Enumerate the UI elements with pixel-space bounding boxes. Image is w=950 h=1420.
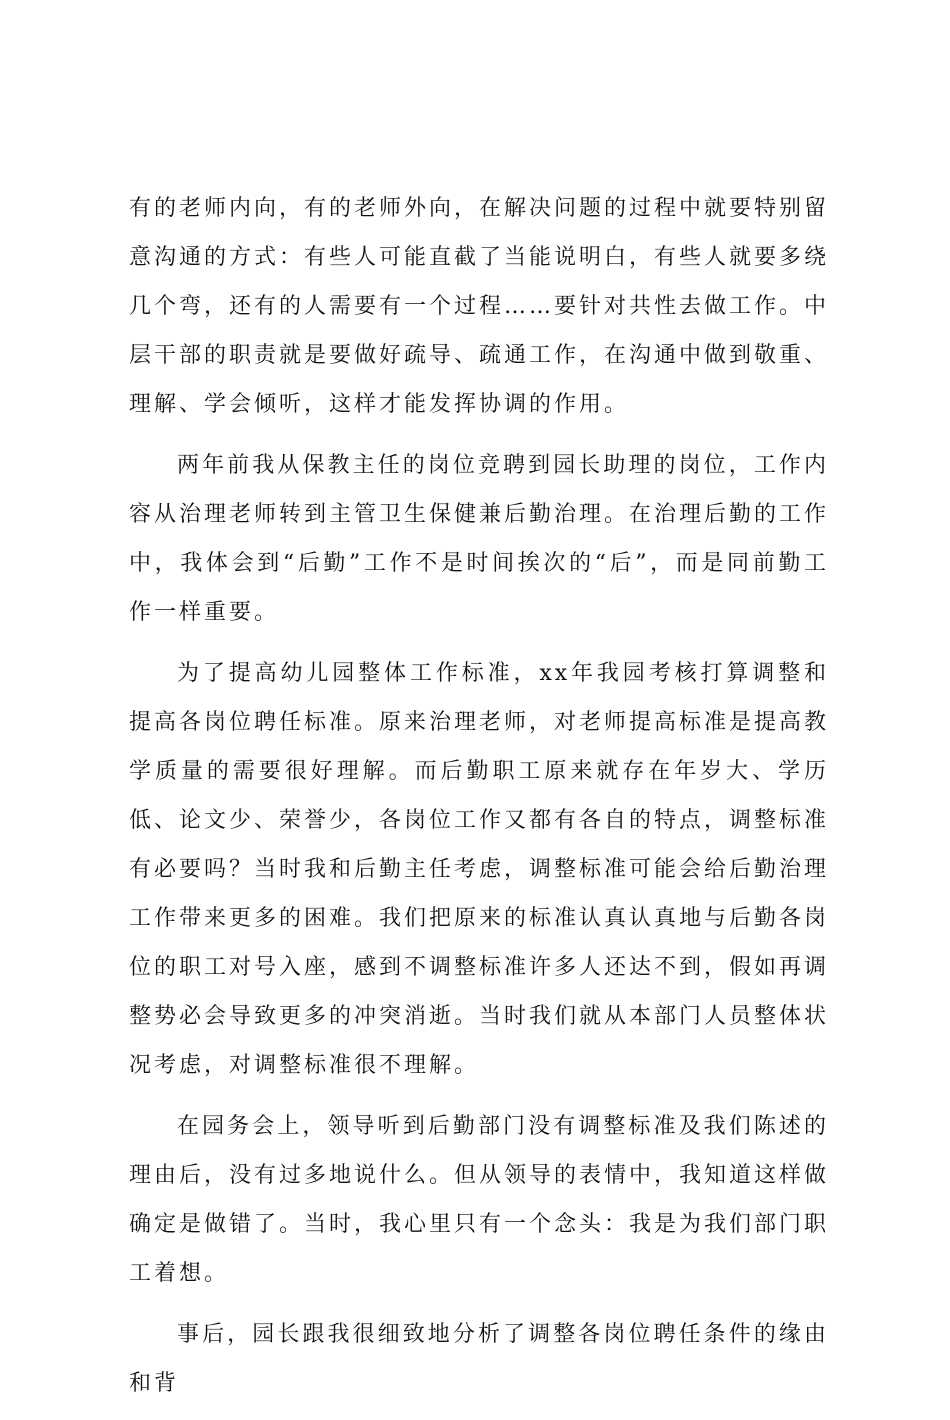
paragraph-4: 在园务会上，领导听到后勤部门没有调整标准及我们陈述的理由后，没有过多地说什么。但从领导的表情中，我知道这样做确定是做错了。当时，我心里只有一个念头：我是为我们部门职工着想。 bbox=[129, 1114, 830, 1286]
paragraph-5: 事后，园长跟我很细致地分析了调整各岗位聘任条件的缘由和背 bbox=[129, 1322, 829, 1396]
paragraph-1: 有的老师内向，有的老师外向，在解决问题的过程中就要特别留意沟通的方式：有些人可能直截了当能说明白，有些人就要多绕几个弯，还有的人需要有一个过程……要针对共性去做工作。中层干部的职责就是要做好疏导、疏通工作，在沟通中做到敬重、理解、学会倾听，这样才能发挥协调的作用。 bbox=[129, 196, 830, 417]
paragraph-2: 两年前我从保教主任的岗位竞聘到园长助理的岗位，工作内容从治理老师转到主管卫生保健兼后勤治理。在治理后勤的工作中，我体会到“后勤”工作不是时间挨次的“后”，而是同前勤工作一样重要。 bbox=[129, 453, 830, 625]
body-text bbox=[129, 184, 829, 1420]
paragraph-3: 为了提高幼儿园整体工作标准，xx年我园考核打算调整和提高各岗位聘任标准。原来治理老师，对老师提高标准是提高教学质量的需要很好理解。而后勤职工原来就存在年岁大、学历低、论文少、荣誉少，各岗位工作又都有各自的特点，调整标准有必要吗？当时我和后勤主任考虑，调整标准可能会给后勤治理工作带来更多的困难。我们把原来的标准认真认真地与后勤各岗位的职工对号入座，感到不调整标准许多人还达不到，假如再调整势必会导致更多的冲突消逝。当时我们就从本部门人员整体状况考虑，对调整标准很不理解。 bbox=[129, 661, 830, 1078]
